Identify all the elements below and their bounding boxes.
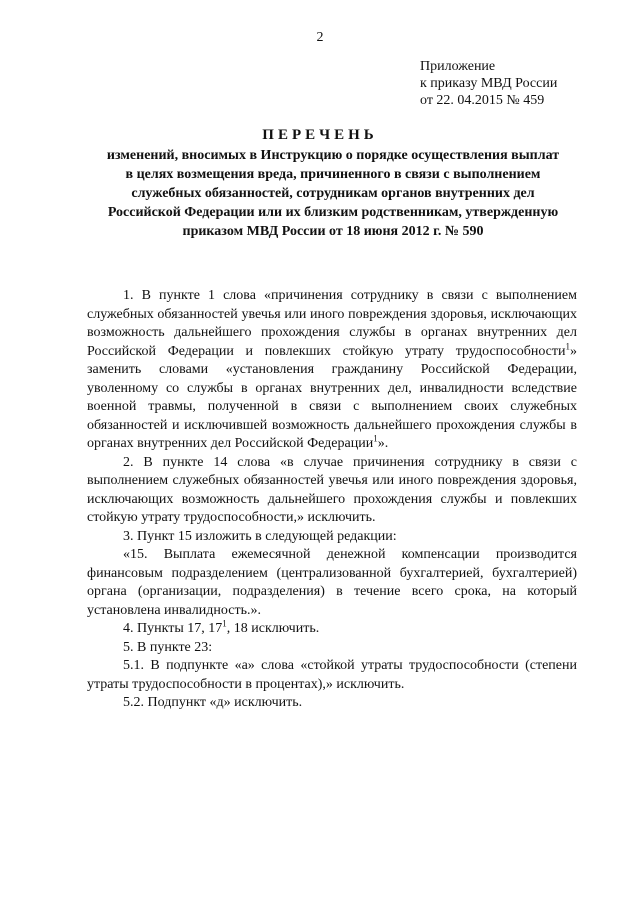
document-body <box>87 287 577 713</box>
paragraph-2: 2. В пункте 14 слова «в случае причинения сотруднику в связи с выполнением служебных обязанностей увечья или иного повреждения здоровья, исключающих возможность дальнейшего прохождения службы и повлекших стойкую утрату трудоспособности,» исключить. <box>87 454 577 525</box>
footnote-mark: 1 <box>373 433 378 444</box>
appendix-line-3: от 22. 04.2015 № 459 <box>420 93 545 108</box>
footnote-mark: 1 <box>222 618 227 629</box>
paragraph-5: 5. В пункте 23: <box>123 639 213 655</box>
paragraph-1: 1. В пункте 1 слова «причинения сотруднику в связи с выполнением служебных обязанностей увечья или иного повреждения здоровья, исключающих возможность дальнейшего прохождения службы в органах внутренних дел Российской Федерации и повлекших стойкую утрату трудоспособности$^1$» заменить словами «установления гражданину Российской Федерации, уволенному со службы в органах внутренних дел, инвалидности вследствие военной травмы, полученной в связи с выполнением своих служебных обязанностей и исключившей возможность дальнейшего прохождения службы в органах внутренних дел Российской Федерации$^1$». <box>87 288 577 451</box>
appendix-line-2: к приказу МВД России <box>420 76 558 91</box>
paragraph-4: 4. Пункты 17, $17^1$, 18 исключить. <box>123 618 320 636</box>
page-number: 2 <box>316 30 324 45</box>
document-subtitle: изменений, вносимых в Инструкцию о порядке осуществления выплат в целях возмещения вреда, причиненного в связи с выполнением служебных обязанностей, сотрудникам органов внутренних дел Российской Федерации или их близким родственникам, утвержденную приказом МВД России от 18 июня 2012 г. № 590 <box>106 148 560 239</box>
document-title: ПЕРЕЧЕНЬ <box>262 127 378 143</box>
footnote-mark: 1 <box>565 340 570 351</box>
paragraph-3: 3. Пункт 15 изложить в следующей редакции: <box>123 528 397 544</box>
appendix-line-1: Приложение <box>420 59 496 74</box>
paragraph-5-2: 5.2. Подпункт «д» исключить. <box>123 695 303 710</box>
paragraph-3-quote: «15. Выплата ежемесячной денежной компенсации производится финансовым подразделением (централизованной бухгалтерией, бухгалтерией) органа (организации, подразделения) в течение всего срока, на который установлена инвалидность.». <box>87 547 577 618</box>
appendix-header <box>420 58 557 109</box>
paragraph-5-1: 5.1. В подпункте «а» слова «стойкой утраты трудоспособности (степени утраты трудоспособности в процентах),» исключить. <box>87 658 577 692</box>
